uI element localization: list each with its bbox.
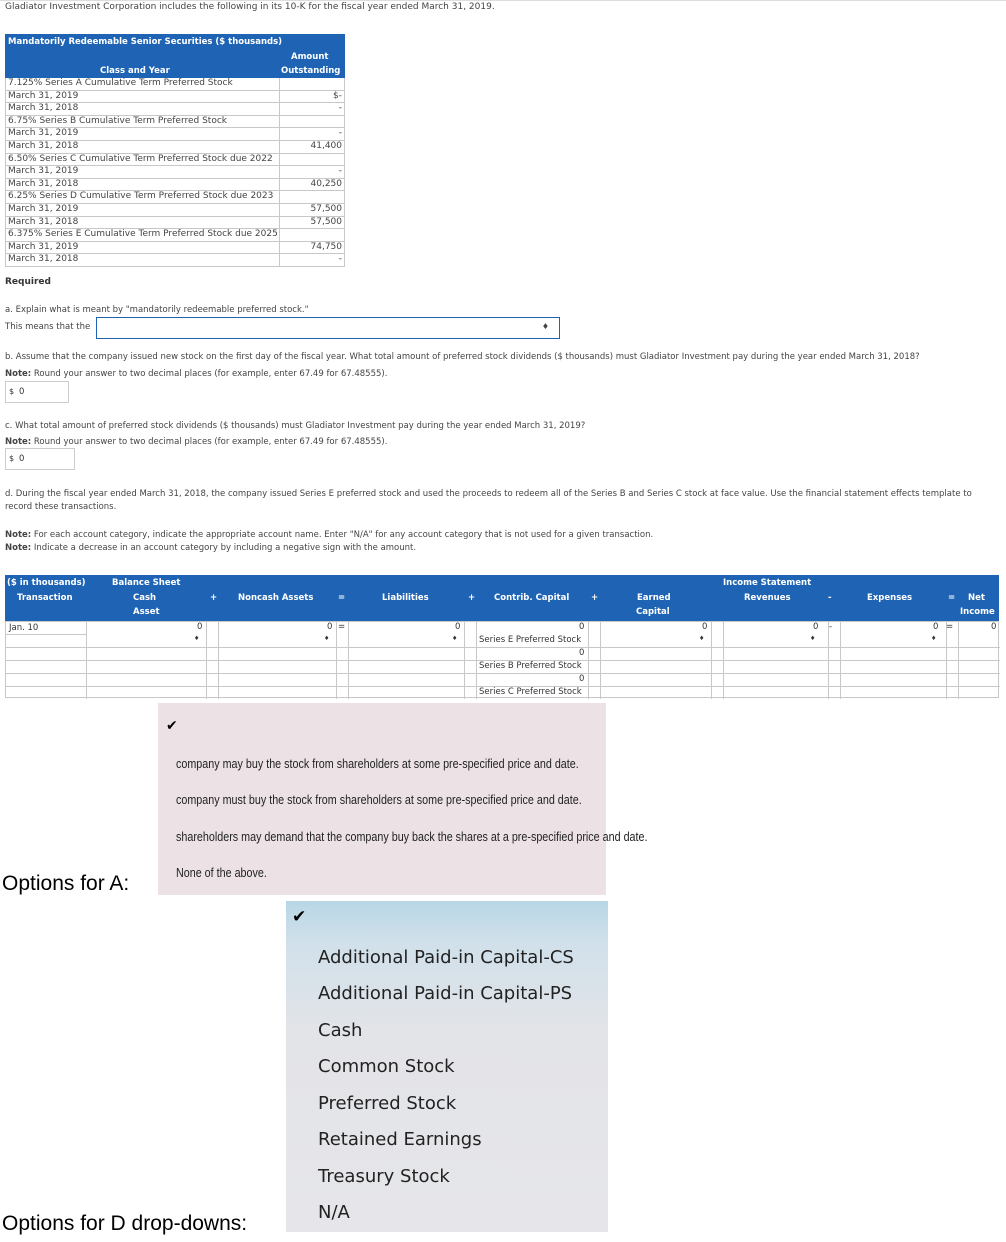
col-divider [348, 622, 349, 699]
securities-row-amount: 41,400 [310, 140, 342, 151]
option-d-item[interactable]: Retained Earnings [318, 1129, 482, 1150]
col-divider [958, 622, 959, 699]
contrib-account-1[interactable]: Series E Preferred Stock [479, 635, 582, 645]
securities-row [5, 229, 345, 242]
securities-row [5, 191, 345, 204]
securities-row-label: March 31, 2018 [8, 140, 79, 151]
securities-row-label: 7.125% Series A Cumulative Term Preferred Stock [8, 78, 233, 88]
question-b-note [5, 369, 387, 379]
col-divider [828, 622, 829, 699]
liabilities-dropdown-icon[interactable]: ♦ [452, 635, 458, 642]
currency-symbol: $ [9, 454, 15, 463]
securities-row-label: March 31, 2018 [8, 178, 79, 189]
securities-row-label: March 31, 2019 [8, 241, 79, 252]
template-body [5, 621, 999, 698]
option-a-item[interactable]: None of the above. [176, 866, 267, 880]
answer-b-input[interactable] [5, 381, 69, 403]
revenues-input[interactable]: 0 [813, 622, 819, 632]
contrib-account-2[interactable]: Series B Preferred Stock [479, 661, 582, 671]
col-divider [206, 622, 207, 699]
securities-row [5, 242, 345, 255]
col-divider [279, 91, 280, 103]
answer-c-value: 0 [19, 454, 25, 464]
securities-row [5, 141, 345, 154]
securities-row [5, 154, 345, 167]
note-label: Note: [5, 530, 32, 540]
option-d-item[interactable]: Common Stock [318, 1056, 455, 1077]
revenues-dropdown-icon[interactable]: ♦ [810, 635, 816, 642]
col-divider [279, 254, 280, 266]
header-expenses: Expenses [867, 593, 913, 603]
note-text: For each account category, indicate the appropriate account name. Enter "N/A" for any account category that is not used for a given transaction. [31, 530, 654, 540]
securities-row-label: 6.75% Series B Cumulative Term Preferred Stock [8, 115, 228, 126]
row-divider [6, 634, 86, 635]
intro-text: Gladiator Investment Corporation includes the following in its 10-K for the fiscal year ended March 31, 2019. [5, 2, 495, 12]
note-label: Note: [5, 543, 32, 553]
check-icon: ✔ [292, 907, 307, 927]
contrib-input-1[interactable]: 0 [579, 622, 585, 632]
securities-row [5, 78, 345, 91]
securities-row-amount: - [338, 254, 342, 265]
securities-row [5, 254, 345, 267]
question-a-select[interactable] [96, 317, 560, 339]
equals-sign: = [338, 622, 346, 632]
header-plus-2: + [468, 593, 476, 603]
securities-row-label: March 31, 2018 [8, 103, 79, 114]
col-divider [279, 141, 280, 153]
header-asset: Asset [133, 607, 160, 617]
securities-row-amount: - [338, 128, 342, 139]
note-label: Note: [5, 369, 32, 379]
contrib-account-3[interactable]: Series C Preferred Stock [479, 687, 582, 697]
note-text: Indicate a decrease in an account category by including a negative sign with the amount. [31, 543, 417, 553]
header-earned: Earned [637, 593, 671, 603]
question-d-note2 [5, 543, 416, 553]
securities-row [5, 179, 345, 192]
securities-row-amount: 57,500 [310, 216, 342, 227]
header-contrib-capital: Contrib. Capital [494, 593, 570, 603]
header-cash: Cash [133, 593, 157, 603]
contrib-input-3[interactable]: 0 [579, 674, 585, 684]
header-income: Income [960, 607, 995, 617]
securities-row-label: March 31, 2019 [8, 90, 79, 101]
securities-row-amount: 40,250 [310, 178, 342, 189]
check-icon: ✔ [166, 718, 178, 734]
securities-row [5, 217, 345, 230]
col-divider [840, 622, 841, 699]
option-d-item[interactable]: Additional Paid-in Capital-CS [318, 947, 574, 968]
question-c-note [5, 437, 387, 447]
question-d: d. During the fiscal year ended March 31, 2018, the company issued Series E preferred stock and used the proceeds to redeem all of the Series B and Series C stock at face value. Use the financial statement effects template to record these transactions. [5, 489, 972, 512]
col-divider [336, 622, 337, 699]
securities-row [5, 116, 345, 129]
expenses-input[interactable]: 0 [933, 622, 939, 632]
securities-row-label: March 31, 2019 [8, 166, 79, 177]
col-divider [279, 204, 280, 216]
transaction-label: Jan. 10 [9, 623, 39, 633]
option-d-item[interactable]: Additional Paid-in Capital-PS [318, 983, 573, 1004]
amount-header-line1: Amount [291, 52, 329, 62]
col-divider [279, 217, 280, 229]
securities-row-amount: 57,500 [310, 203, 342, 214]
amount-header-line2: Outstanding [281, 66, 341, 76]
expenses-dropdown-icon[interactable]: ♦ [931, 635, 937, 642]
header-liabilities: Liabilities [382, 593, 429, 603]
col-divider [723, 622, 724, 699]
question-d-note1 [5, 530, 653, 540]
contrib-input-2[interactable]: 0 [579, 648, 585, 658]
securities-row-label: March 31, 2018 [8, 254, 79, 265]
options-a-label: Options for A: [2, 872, 130, 895]
securities-row [5, 166, 345, 179]
header-plus-1: + [210, 593, 218, 603]
col-divider [218, 622, 219, 699]
col-divider [711, 622, 712, 699]
minus-sign: - [829, 622, 833, 632]
col-divider [946, 622, 947, 699]
option-a-item[interactable]: company must buy the stock from shareholders at some pre-specified price and date. [176, 793, 582, 807]
securities-title: Mandatorily Redeemable Senior Securities ($ thousands) [8, 37, 283, 47]
earned-input[interactable]: 0 [702, 622, 708, 632]
header-equals: = [338, 593, 346, 603]
template-header [5, 575, 999, 621]
option-d-item[interactable]: N/A [318, 1202, 350, 1223]
securities-row-label: March 31, 2019 [8, 128, 79, 139]
top-divider [0, 0, 1006, 1]
net-income-value: 0 [991, 622, 997, 632]
header-plus-3: + [591, 593, 599, 603]
option-a-item[interactable]: company may buy the stock from shareholders at some pre-specified price and date. [176, 757, 579, 771]
header-capital: Capital [636, 607, 670, 617]
required-heading: Required [5, 277, 51, 287]
earned-dropdown-icon[interactable]: ♦ [699, 635, 705, 642]
header-noncash: Noncash Assets [238, 593, 314, 603]
option-d-item[interactable]: Cash [318, 1020, 363, 1041]
answer-c-input[interactable] [5, 448, 75, 470]
col-divider [279, 116, 280, 128]
col-divider [279, 103, 280, 115]
header-thousands: ($ in thousands) [7, 578, 86, 588]
row-divider [6, 673, 1000, 674]
option-d-item[interactable]: Preferred Stock [318, 1093, 457, 1114]
noncash-dropdown-icon[interactable]: ♦ [324, 635, 330, 642]
header-balance-sheet: Balance Sheet [112, 578, 181, 588]
header-income-statement: Income Statement [723, 578, 812, 588]
col-divider [279, 166, 280, 178]
securities-row [5, 204, 345, 217]
securities-row-amount: $- [333, 90, 342, 101]
col-divider [464, 622, 465, 699]
col-divider [279, 78, 280, 90]
equals-sign-2: = [946, 622, 954, 632]
securities-table-body [5, 78, 345, 267]
col-divider [588, 622, 589, 699]
class-year-header: Class and Year [100, 66, 170, 76]
options-d-label: Options for D drop-downs: [2, 1212, 248, 1235]
note-label: Note: [5, 437, 32, 447]
col-divider [279, 179, 280, 191]
securities-row-label: March 31, 2018 [8, 216, 79, 227]
securities-row-label: 6.25% Series D Cumulative Term Preferred Stock due 2023 [8, 191, 274, 202]
col-divider [279, 191, 280, 203]
securities-row-label: 6.50% Series C Cumulative Term Preferred Stock due 2022 [8, 153, 273, 164]
securities-row [5, 103, 345, 116]
securities-row-amount: - [338, 103, 342, 114]
col-divider [279, 154, 280, 166]
col-divider [476, 622, 477, 699]
row-divider [6, 647, 1000, 648]
securities-row-label: March 31, 2019 [8, 203, 79, 214]
cash-input[interactable]: 0 [197, 622, 203, 632]
noncash-input[interactable]: 0 [327, 622, 333, 632]
answer-b-value: 0 [19, 387, 25, 397]
header-equals-2: = [948, 593, 956, 603]
header-revenues: Revenues [744, 593, 791, 603]
question-a: a. Explain what is meant by "mandatorily redeemable preferred stock." [5, 305, 309, 315]
cash-dropdown-icon[interactable]: ♦ [194, 635, 200, 642]
question-c: c. What total amount of preferred stock dividends ($ thousands) must Gladiator Investment pay during the year ended March 31, 2019? [5, 421, 586, 431]
note-text: Round your answer to two decimal places (for example, enter 67.49 for 67.48555). [31, 437, 388, 447]
securities-row [5, 128, 345, 141]
header-transaction: Transaction [17, 593, 73, 603]
col-divider [279, 229, 280, 241]
col-divider [279, 242, 280, 254]
question-b: b. Assume that the company issued new stock on the first day of the fiscal year. What total amount of preferred stock dividends ($ thousands) must Gladiator Investment pay during the year ended March 31, 2018? [5, 352, 920, 362]
select-arrows-icon: ♦ [541, 322, 549, 331]
securities-row [5, 91, 345, 104]
note-text: Round your answer to two decimal places (for example, enter 67.49 for 67.48555). [31, 369, 388, 379]
option-d-item[interactable]: Treasury Stock [318, 1166, 450, 1187]
securities-row-label: 6.375% Series E Cumulative Term Preferred Stock due 2025 [8, 229, 278, 240]
col-divider [600, 622, 601, 699]
col-divider [86, 622, 87, 699]
securities-row-amount: - [338, 166, 342, 177]
currency-symbol: $ [9, 387, 15, 396]
col-divider [279, 128, 280, 140]
header-minus: - [828, 593, 832, 603]
option-a-item[interactable]: shareholders may demand that the company buy back the shares at a pre-specified price and date. [176, 830, 648, 844]
liabilities-input[interactable]: 0 [455, 622, 461, 632]
header-net: Net [968, 593, 985, 603]
securities-row-amount: 74,750 [310, 241, 342, 252]
question-a-prefix: This means that the [5, 322, 91, 332]
